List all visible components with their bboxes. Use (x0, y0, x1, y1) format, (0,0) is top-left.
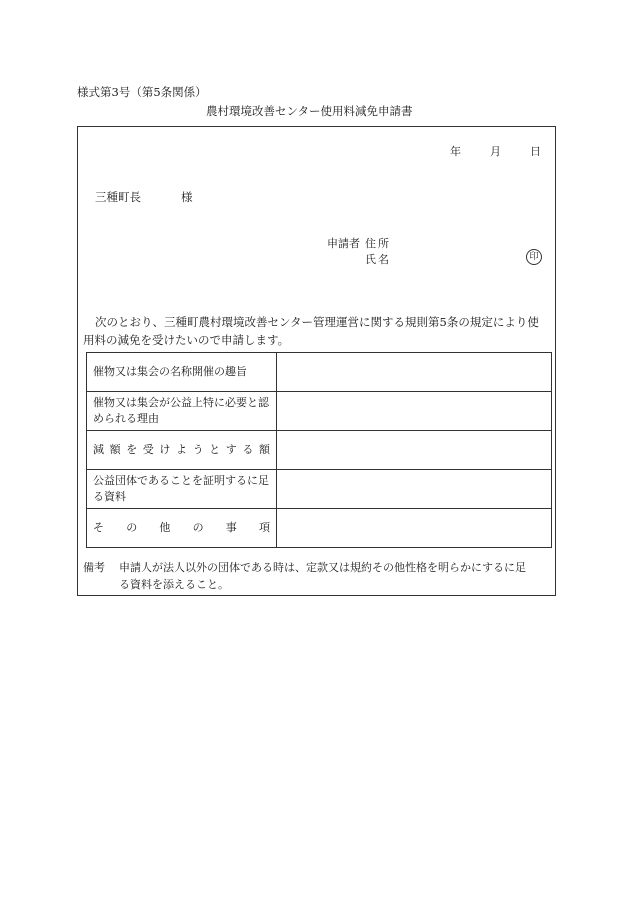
row-value-other-matters[interactable] (277, 509, 552, 548)
label-char: と (209, 443, 221, 456)
addressee-name: 三種町長 (95, 190, 141, 204)
label-char: 減 (93, 443, 104, 456)
label-char: 項 (258, 521, 270, 534)
document-title: 農村環境改善センター使用料減免申請書 (206, 104, 413, 118)
row-value-event-purpose[interactable] (277, 353, 552, 392)
table-row (87, 470, 552, 509)
label-char: す (225, 443, 237, 456)
details-table (86, 352, 552, 548)
label-char: 受 (142, 443, 154, 456)
application-statement: 次のとおり、三種町農村環境改善センター管理運営に関する規則第5条の規定により使用料の減免を受けたいので申請します。 (83, 315, 539, 347)
row-label-proof-documents: 公益団体であることを証明するに足る資料 (87, 470, 277, 509)
label-char: 額 (258, 443, 270, 456)
addressee (95, 189, 193, 205)
label-char: う (192, 443, 204, 456)
form-number: 様式第3号（第5条関係） (77, 85, 207, 99)
label-char: よ (175, 443, 187, 456)
label-char: 他 (159, 521, 171, 534)
form-frame (77, 126, 556, 596)
label-char: の (192, 521, 204, 534)
label-char: そ (93, 521, 104, 534)
date-year: 年 (450, 145, 461, 158)
label-char: を (126, 443, 138, 456)
seal-mark: 印 (526, 249, 542, 265)
row-value-reduction-amount[interactable] (277, 431, 552, 470)
table-row (87, 392, 552, 431)
table-row (87, 509, 552, 548)
label-char: の (126, 521, 138, 534)
label-char: る (242, 443, 254, 456)
remark (83, 559, 551, 593)
row-value-public-interest-reason[interactable] (277, 392, 552, 431)
remark-text: 申請人が法人以外の団体である時は、定款又は規約その他性格を明らかにするに足 (119, 561, 526, 574)
row-label-other-matters (87, 509, 277, 548)
date-day: 日 (530, 145, 541, 158)
remark-text-continued: る資料を添えること。 (119, 578, 229, 591)
remark-head: 備考 (83, 561, 105, 574)
table-row (87, 353, 552, 392)
row-value-proof-documents[interactable] (277, 470, 552, 509)
label-char: 額 (109, 443, 121, 456)
row-label-public-interest-reason: 催物又は集会が公益上特に必要と認められる理由 (87, 392, 277, 431)
applicant-address-label: 住所 (365, 237, 391, 250)
date-month: 月 (490, 145, 501, 158)
applicant-name-label: 氏名 (365, 253, 391, 266)
row-label-reduction-amount (87, 431, 277, 470)
table-row (87, 431, 552, 470)
addressee-honorific: 様 (181, 190, 193, 204)
label-char: 事 (225, 521, 237, 534)
row-label-event-purpose: 催物又は集会の名称開催の趣旨 (87, 353, 277, 392)
label-char: け (159, 443, 171, 456)
applicant-role: 申請者 (327, 237, 360, 250)
date-row (450, 143, 541, 159)
applicant-block (327, 236, 407, 268)
